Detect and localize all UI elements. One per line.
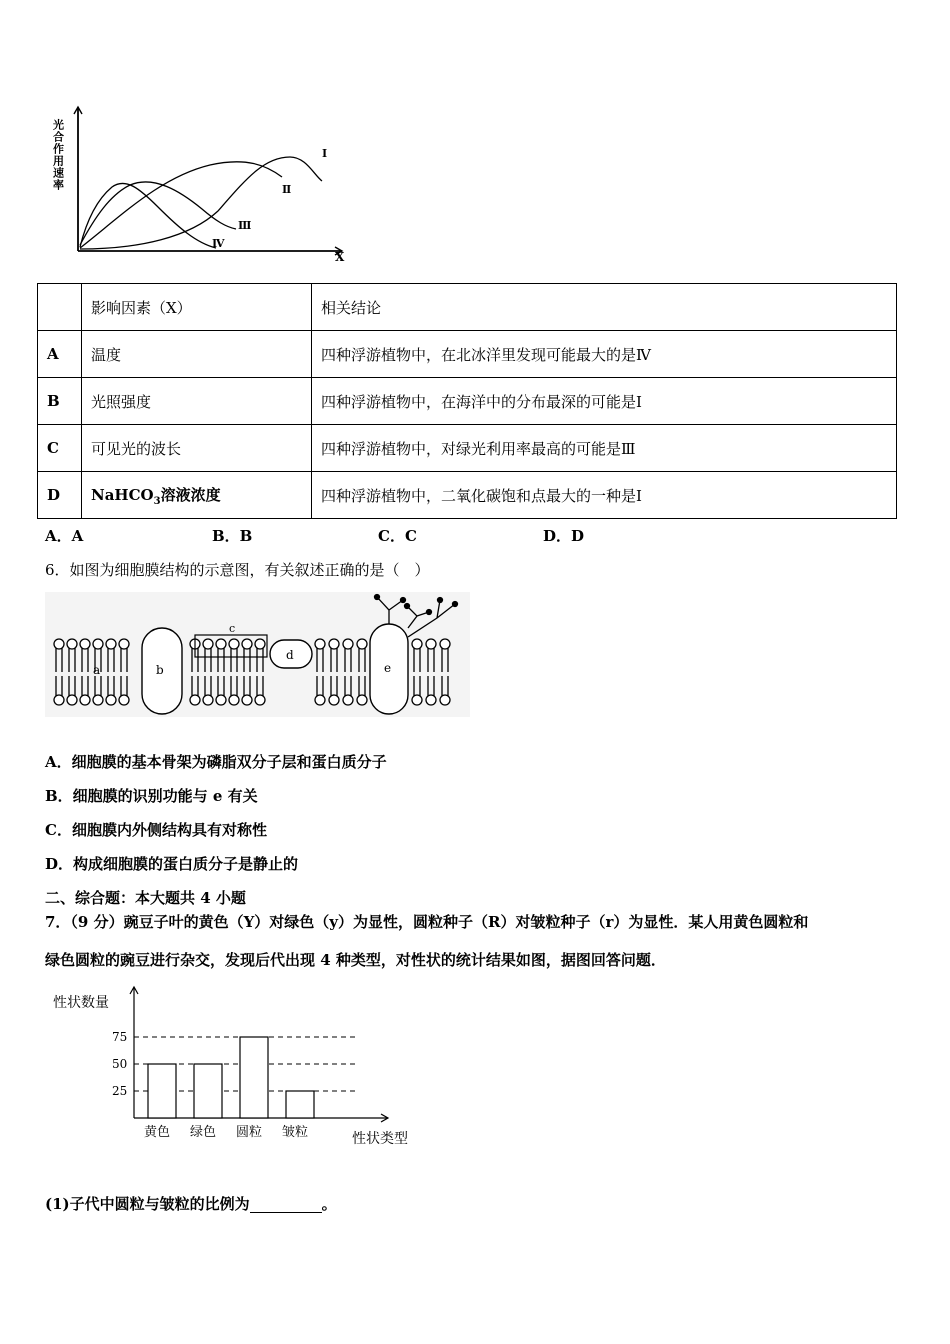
table-header-cell: 相关结论 [312,284,897,331]
curve-label-III: Ⅲ [238,219,252,232]
row-key: C [38,425,82,472]
lipid-head [80,639,90,649]
table-row [38,378,897,425]
row-key: B [38,378,82,425]
curve-label-IV: Ⅳ [212,237,225,250]
lipid-head [412,695,422,705]
q6-option-b[interactable]: B．细胞膜的识别功能与 e 有关 [45,787,258,805]
label-d: d [286,648,294,662]
row-conclusion: 四种浮游植物中，对绿光利用率最高的可能是Ⅲ [312,425,897,472]
q5-option-b[interactable]: B．B [212,527,253,545]
lipid-head [242,639,252,649]
row-factor: 可见光的波长 [82,425,312,472]
row-factor: 光照强度 [82,378,312,425]
row-key: A [38,331,82,378]
curve-I [80,157,322,249]
table-header-row [38,284,897,331]
graph1-ylabel: 光合作用速率 [51,119,65,191]
table-header-cell: 影响因素（X） [82,284,312,331]
lipid-head [255,639,265,649]
lipid-head [203,695,213,705]
answer-blank[interactable] [250,1198,322,1213]
lipid-head [412,639,422,649]
x-tick-label: 黄色 [144,1125,171,1140]
y-tick-label: 75 [112,1030,128,1044]
lipid-head [343,695,353,705]
lipid-head [343,639,353,649]
q5-option-d[interactable]: D．D [543,527,585,545]
row-factor: 温度 [82,331,312,378]
bar-1 [148,1064,176,1118]
label-b: b [156,663,164,677]
row-conclusion: 四种浮游植物中，二氧化碳饱和点最大的一种是Ⅰ [312,472,897,519]
lipid-head [216,695,226,705]
lipid-head [106,695,116,705]
chart-xlabel: 性状类型 [352,1131,408,1147]
q7-stem-line2: 绿色圆粒的豌豆进行杂交，发现后代出现 4 种类型，对性状的统计结果如图，据图回答问题． [45,951,666,969]
lipid-head [54,695,64,705]
lipid-head [67,695,77,705]
table-row [38,331,897,378]
row-conclusion: 四种浮游植物中，在北冰洋里发现可能最大的是Ⅳ [312,331,897,378]
y-tick-label: 50 [112,1057,128,1071]
table-row [38,472,897,519]
lipid-head [329,695,339,705]
lipid-head [229,639,239,649]
q6-option-d[interactable]: D．构成细胞膜的蛋白质分子是静止的 [45,855,299,873]
lipid-head [80,695,90,705]
label-e: e [384,661,392,675]
lipid-head [54,639,64,649]
label-a: a [93,663,101,677]
lipid-head [440,639,450,649]
options-table [37,283,897,519]
x-tick-label: 圆粒 [236,1125,263,1140]
row-conclusion: 四种浮游植物中，在海洋中的分布最深的可能是Ⅰ [312,378,897,425]
graph1-xlabel: X [335,250,345,264]
curve-label-II: Ⅱ [282,183,292,196]
q6-stem: 6．如图为细胞膜结构的示意图，有关叙述正确的是（ ） [45,561,430,579]
lipid-head [329,639,339,649]
y-tick-label: 25 [112,1084,128,1098]
lipid-head [119,695,129,705]
q5-option-c[interactable]: C．C [378,527,417,545]
lipid-head [93,695,103,705]
table-header-cell [38,284,82,331]
lipid-head [242,695,252,705]
q6-option-a[interactable]: A．细胞膜的基本骨架为磷脂双分子层和蛋白质分子 [45,753,387,771]
bar-2 [194,1064,222,1118]
chart-ylabel: 性状数量 [53,995,109,1011]
bar-4 [286,1091,314,1118]
q7-stem-line1: 7．（9 分）豌豆子叶的黄色（Y）对绿色（y）为显性，圆粒种子（R）对皱粒种子（r）为显性．某人用黄色圆粒和 [45,913,809,931]
label-c: c [229,622,236,635]
lipid-head [67,639,77,649]
curve-III [80,182,236,245]
cell-membrane-diagram [45,592,470,717]
lipid-head [229,695,239,705]
lipid-head [106,639,116,649]
x-tick-label: 绿色 [190,1125,217,1140]
lipid-head [93,639,103,649]
lipid-head [216,639,226,649]
row-key: D [38,472,82,519]
row-factor: NaHCO$_3$溶液浓度 [82,472,312,519]
q5-option-a[interactable]: A．A [45,527,84,545]
curve-IV [80,183,216,248]
lipid-head [357,695,367,705]
lipid-head [119,639,129,649]
x-tick-label: 皱粒 [282,1125,309,1140]
lipid-head [315,695,325,705]
q7-subquestion-1: (1)子代中圆粒与皱粒的比例为 。 [45,1195,337,1213]
lipid-head [315,639,325,649]
lipid-head [426,639,436,649]
lipid-head [190,695,200,705]
lipid-head [255,695,265,705]
bar-3 [240,1037,268,1118]
lipid-head [357,639,367,649]
table-row [38,425,897,472]
lipid-head [440,695,450,705]
curve-label-I: Ⅰ [322,147,328,160]
lipid-head [203,639,213,649]
trait-bar-chart [50,985,430,1150]
lipid-head [426,695,436,705]
section-heading: 二、综合题：本大题共 4 小题 [45,889,246,907]
photosynthesis-graph [50,105,360,265]
q6-option-c[interactable]: C．细胞膜内外侧结构具有对称性 [45,821,267,839]
